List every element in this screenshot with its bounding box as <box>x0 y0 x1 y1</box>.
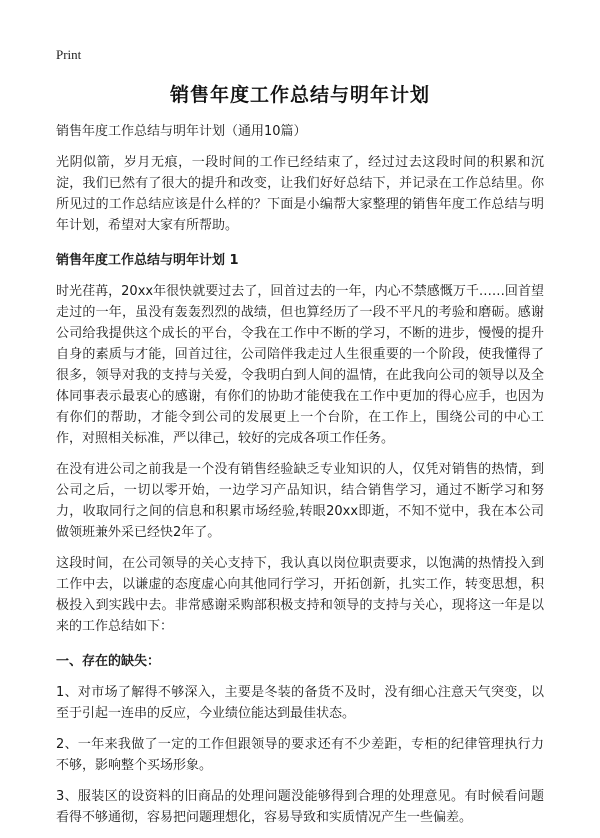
body-paragraph: 这段时间，在公司领导的关心支持下，我认真以岗位职责要求，以饱满的热情投入到工作中去，以谦虚的态度虚心向其他同行学习，开拓创新，扎实工作，转变思想，积极投入到实践中去。非常感谢采购部积极支持和领导的支持与关心，现将这一年是以来的工作总结如下： <box>56 556 544 634</box>
intro-paragraph: 光阴似箭，岁月无痕，一段时间的工作已经结束了，经过过去这段时间的积累和沉淀，我们已然有了很大的提升和改变，让我们好好总结下，并记录在工作总结里。你所见过的工作总结应该是什么样的？下面是小编帮大家整理的销售年度工作总结与明年计划，希望对大家有所帮助。 <box>56 155 544 233</box>
document-title: 销售年度工作总结与明年计划 <box>169 84 430 106</box>
print-link[interactable]: Print <box>56 47 82 62</box>
document-body <box>56 121 544 838</box>
body-paragraph: 在没有进公司之前我是一个没有销售经验缺乏专业知识的人，仅凭对销售的热情，到公司之后，一切以零开始，一边学习产品知识，结合销售学习，通过不断学习和努力，收取同行之间的信息和积累市场经验,转眼20xx即逝，不知不觉中，我在本公司做领班兼外采已经快2年了。 <box>56 462 544 540</box>
section-heading-1: 销售年度工作总结与明年计划 1 <box>56 253 239 268</box>
body-paragraph: 时光荏苒，20xx年很快就要过去了，回首过去的一年，内心不禁感慨万千……回首望走过的一年，虽没有轰轰烈烈的战绩，但也算经历了一段不平凡的考验和磨砺。感谢公司给我提供这个成长的平台，令我在工作中不断的学习，不断的进步，慢慢的提升自身的素质与才能，回首过往，公司陪伴我走过人生很重要的一个阶段，使我懂得了很多，领导对我的支持与关爱，令我明白到人间的温情，在此我向公司的领导以及全体同事表示最衷心的感谢，有你们的协助才能使我在工作中更加的得心应手，也因为有你们的帮助，才能令到公司的发展更上一个台阶，在工作上，围绕公司的中心工作，对照相关标准，严以律己，较好的完成各项工作任务。 <box>56 284 544 446</box>
list-item: 3、服装区的设资料的旧商品的处理问题没能够得到合理的处理意见。有时候看问题看得不够通彻，容易把问题理想化，容易导致和实质情况产生一些偏差。 <box>56 789 544 825</box>
document-subtitle: 销售年度工作总结与明年计划（通用10篇） <box>56 124 307 139</box>
section-heading-2: 一、存在的缺失： <box>56 654 161 669</box>
list-item: 2、一年来我做了一定的工作但跟领导的要求还有不少差距，专柜的纪律管理执行力不够，影响整个买场形象。 <box>56 737 544 773</box>
list-item: 1、对市场了解得不够深入，主要是冬装的备货不及时，没有细心注意天气突变，以至于引起一连串的反应，今业绩位能达到最佳状态。 <box>56 685 544 721</box>
